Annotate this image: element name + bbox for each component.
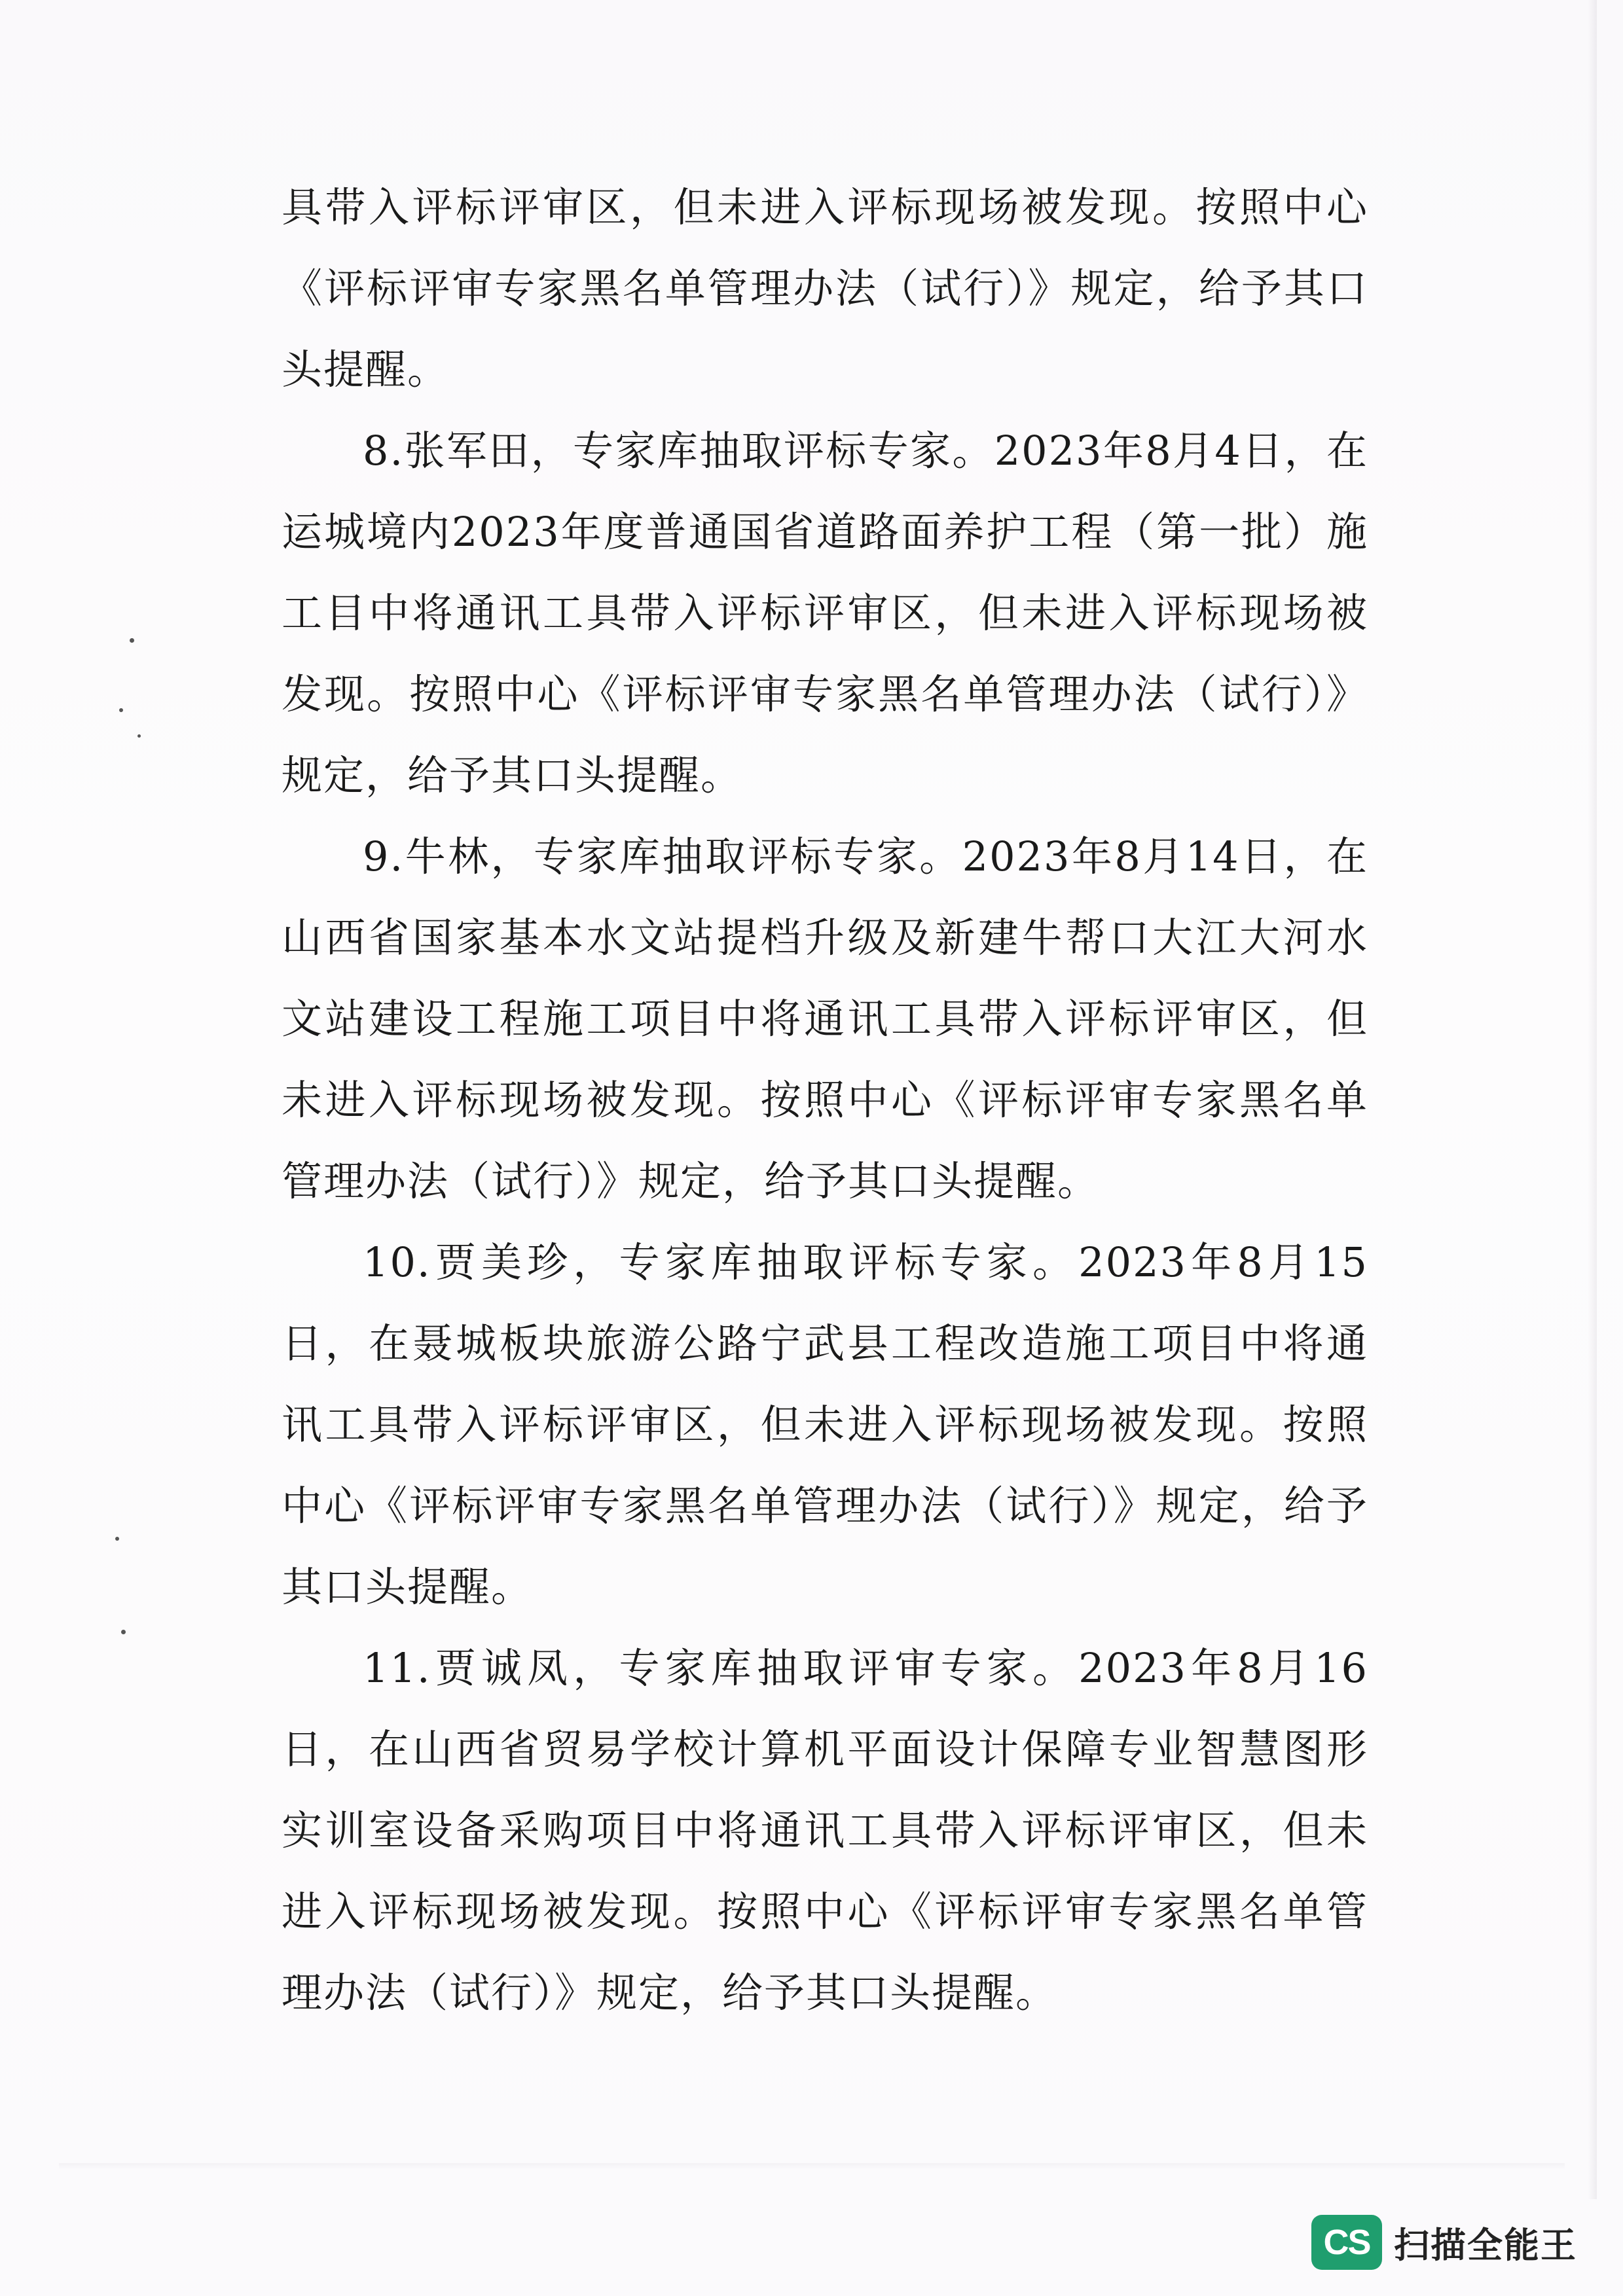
- scan-speck: [137, 734, 141, 738]
- scan-speck: [130, 638, 134, 643]
- scan-edge-shadow: [1588, 0, 1597, 2199]
- scan-speck: [119, 708, 123, 712]
- paragraph-continuation: 具带入评标评审区，但未进入评标现场被发现。按照中心《评标评审专家黑名单管理办法（试行）》规定，给予其口头提醒。: [282, 183, 1368, 393]
- scan-speck: [115, 1537, 119, 1541]
- paragraph-item-10: 10.贾美珍，专家库抽取评标专家。2023年8月15日，在聂城板块旅游公路宁武县工程改造施工项目中将通讯工具带入评标评审区，但未进入评标现场被发现。按照中心《评标评审专家黑名单管理办法（试行）》规定，给予其口头提醒。: [282, 1238, 1368, 1611]
- paragraph-item-11: 11.贾诚凤，专家库抽取评审专家。2023年8月16日，在山西省贸易学校计算机平面设计保障专业智慧图形实训室设备采购项目中将通讯工具带入评标评审区，但未进入评标现场被发现。按照中心《评标评审专家黑名单管理办法（试行）》规定，给予其口头提醒。: [282, 1644, 1368, 2017]
- paragraph-item-9: 9.牛林，专家库抽取评标专家。2023年8月14日，在山西省国家基本水文站提档升级及新建牛帮口大江大河水文站建设工程施工项目中将通讯工具带入评标评审区，但未进入评标现场被发现。按照中心《评标评审专家黑名单管理办法（试行）》规定，给予其口头提醒。: [282, 833, 1368, 1205]
- scan-edge-shadow-bottom: [59, 2163, 1565, 2170]
- document-body: [282, 167, 1368, 2034]
- scan-speck: [121, 1630, 126, 1634]
- camscanner-logo-icon: CS: [1311, 2215, 1382, 2270]
- watermark-label: 扫描全能王: [1394, 2224, 1577, 2266]
- paragraph-item-8: 8.张军田，专家库抽取评标专家。2023年8月4日，在运城境内2023年度普通国省道路面养护工程（第一批）施工目中将通讯工具带入评标评审区，但未进入评标现场被发现。按照中心《评标评审专家黑名单管理办法（试行）》规定，给予其口头提醒。: [282, 427, 1368, 799]
- scanner-watermark: [1311, 2215, 1577, 2270]
